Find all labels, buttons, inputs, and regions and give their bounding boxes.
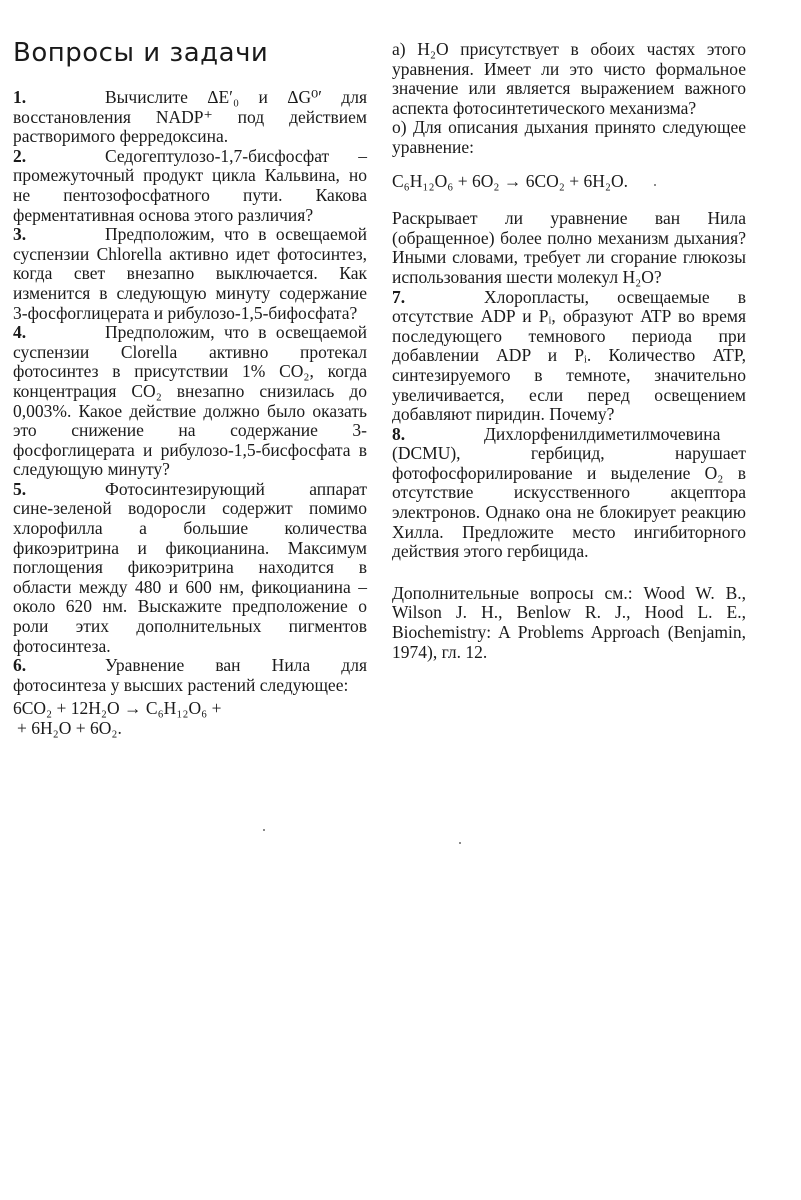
question-1 — [13, 88, 367, 147]
scan-speck — [654, 184, 656, 186]
question-6-part-a: а) H₂O присутствует в обоих частях этого уравнения. Имеет ли это чисто формальное значение или является выражением важного аспекта фотосинтетического механизма? — [392, 39, 746, 118]
question-4 — [13, 323, 367, 480]
section-title: Вопросы и задачи — [13, 38, 269, 68]
question-number: 3. — [13, 224, 27, 245]
question-text: Уравнение ван Нила для фотосинтеза у высших растений следующее: — [13, 655, 367, 695]
question-8 — [392, 425, 746, 562]
question-text: Хлоропласты, освещаемые в отсутствие ADP и Pᵢ, образуют ATP во время последующего темнового периода при добавлении ADP и Pᵢ. Количество ATP, синтезируемого в темноте, значительно увеличивается, если перед освещением добавляют пиридин. Почему? — [392, 286, 746, 425]
right-column — [392, 40, 746, 662]
additional-reading: Дополнительные вопросы см.: Wood W. B., Wilson J. H., Benlow R. J., Hood L. E., Biochemistry: A Problems Approach (Benjamin, 1974), гл. 12. — [392, 582, 746, 662]
equation-photosynthesis — [13, 699, 367, 738]
scan-speck — [263, 829, 265, 831]
question-text: Фотосинтезирующий аппарат сине-зеленой водоросли содержит помимо хлорофилла a большие количества фикоэритрина и фикоцианина. Максимум поглощения фикоэритрина находится в области между 480 и 600 нм, фикоцианина – около 620 нм. Выскажите предположение о роли этих дополнительных пигментов фотосинтеза. — [13, 478, 367, 656]
question-number: 6. — [13, 655, 27, 676]
question-text: Предположим, что в освещаемой суспензии Chlorella активно идет фотосинтез, когда свет внезапно выключается. Как изменится в следующую минуту содержание 3-фосфоглицерата и рибулозо-1,5-бифосфата? — [13, 224, 367, 323]
equation-line: + 6H₂O + 6O₂. — [17, 718, 122, 738]
question-number: 5. — [13, 478, 27, 499]
question-number: 8. — [392, 423, 406, 444]
question-number: 4. — [13, 322, 27, 343]
question-text: Предположим, что в освещаемой суспензии Clorella активно протекал фотосинтез в присутствии 1% CO₂, когда концентрация CO₂ внезапно снизилась до 0,003%. Какое действие должно было оказать это снижение на содержание 3-фосфоглицерата и рибулозо-1,5-бисфосфата в следующую минуту? — [13, 322, 367, 480]
scan-speck — [459, 842, 461, 844]
question-number: 2. — [13, 145, 27, 166]
question-5 — [13, 480, 367, 656]
question-text: Седогептулозо-1,7-бисфосфат – промежуточный продукт цикла Кальвина, но не пентозофосфатного пути. Какова ферментативная основа этого различия? — [13, 145, 367, 225]
question-text: Вычислите ΔE′₀ и ΔG⁰′ для восстановления NADP⁺ под действием растворимого ферредоксина. — [13, 87, 367, 147]
question-6 — [13, 656, 367, 695]
question-3 — [13, 225, 367, 323]
equation-respiration: C₆H₁₂O₆ + 6O₂ → 6CO₂ + 6H₂O. — [392, 170, 628, 191]
question-number: 7. — [392, 286, 406, 307]
question-7 — [392, 288, 746, 425]
question-number: 1. — [13, 87, 27, 107]
left-column — [13, 88, 367, 745]
question-text: Дихлорфенилдиметилмочевина (DCMU), гербицид, нарушает фотофосфорилирование и выделение O₂ в отсутствие искусственного акцептора электронов. Однако она не блокирует реакцию Хилла. Предложите место ингибиторного действия этого гербицида. — [392, 423, 746, 562]
question-2 — [13, 147, 367, 225]
question-6-part-c: Раскрывает ли уравнение ван Нила (обращенное) более полно механизм дыхания? Иными словами, требует ли сгорание глюкозы использования шести молекул H₂O? — [392, 208, 746, 287]
equation-line: 6CO₂ + 12H₂O → C₆H₁₂O₆ + — [13, 698, 222, 719]
question-6-part-b: о) Для описания дыхания принято следующее уравнение: — [392, 117, 746, 157]
